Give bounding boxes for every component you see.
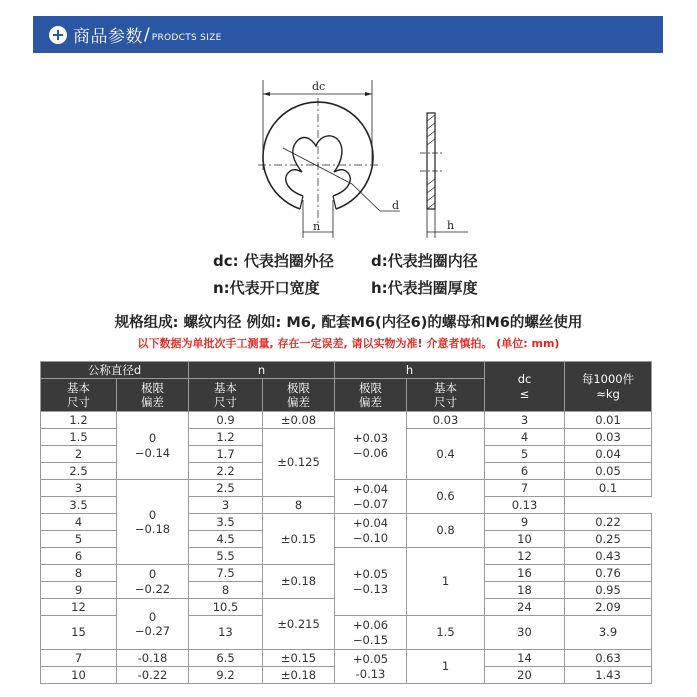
weight-cell: 0.13: [485, 497, 565, 514]
measurement-note: 以下数据为单批次手工测量, 存在一定误差, 请以实物为准! 介意者慎拍。 (单位: mm): [137, 337, 560, 350]
d-basic-cell: 1.5: [41, 429, 117, 446]
d-basic-cell: 3.5: [41, 497, 117, 514]
h-basic-cell: 1: [407, 650, 485, 684]
dc-cell: 18: [485, 582, 565, 599]
n-tolerance-cell: ±0.18: [263, 565, 335, 599]
h-tolerance-cell: +0.04 −0.07: [335, 480, 407, 514]
th-dc: dc ≤: [485, 362, 565, 412]
dc-cell: 8: [263, 497, 335, 514]
n-basic-cell: 10.5: [189, 599, 263, 616]
dc-cell: 5: [485, 446, 565, 463]
n-basic-cell: 9.2: [189, 667, 263, 684]
n-tolerance-cell: ±0.15: [263, 514, 335, 565]
n-basic-cell: 2.2: [189, 463, 263, 480]
section-title-slash: /: [144, 24, 150, 45]
n-basic-cell: 3.5: [189, 514, 263, 531]
dc-cell: 24: [485, 599, 565, 616]
h-basic-cell: 0.03: [407, 412, 485, 429]
th-n-basic: 基本 尺寸: [189, 379, 263, 412]
weight-cell: 2.09: [565, 599, 652, 616]
legend-n: n:代表开口宽度: [213, 279, 320, 297]
weight-cell: 0.63: [565, 650, 652, 667]
dc-cell: 9: [485, 514, 565, 531]
dc-arrow-right: [365, 92, 372, 96]
table-row: [41, 480, 652, 497]
d-tolerance-cell: -0.18: [117, 650, 189, 667]
n-tolerance-cell: ±0.15: [263, 650, 335, 667]
n-basic-cell: 13: [189, 616, 263, 650]
legend-dc: dc: 代表挡圈外径: [213, 252, 334, 270]
dc-label: dc: [312, 80, 326, 93]
th-weight: 每1000件 ≈kg: [565, 362, 652, 412]
th-n-tolerance: 极限 偏差: [263, 379, 335, 412]
dc-cell: 16: [485, 565, 565, 582]
weight-cell: 0.04: [565, 446, 652, 463]
h-tolerance-cell: +0.04 −0.10: [335, 514, 407, 548]
opening-left-edge: [300, 196, 303, 209]
n-basic-cell: 4.5: [189, 531, 263, 548]
d-basic-cell: 2: [41, 446, 117, 463]
d-tolerance-cell: 0 −0.14: [117, 412, 189, 480]
n-tolerance-cell: ±0.125: [263, 429, 335, 497]
spec-table: [40, 361, 652, 684]
side-hatch-3: [427, 131, 435, 137]
dc-cell: 30: [485, 616, 565, 650]
n-label: n: [313, 220, 321, 233]
th-d-tolerance: 极限 偏差: [117, 379, 189, 412]
side-hatch-8: [427, 203, 435, 209]
dc-cell: 4: [485, 429, 565, 446]
h-tolerance-cell: +0.06 −0.15: [335, 616, 407, 650]
d-basic-cell: 3: [41, 480, 117, 497]
n-tolerance-cell: ±0.215: [263, 599, 335, 650]
dc-cell: 3: [485, 412, 565, 429]
spec-description: 规格组成: 螺纹内径 例如: M6, 配套M6(内径6)的螺母和M6的螺丝使用: [114, 315, 583, 331]
e-ring-diagram: [0, 0, 697, 250]
n-basic-cell: 1.7: [189, 446, 263, 463]
d-basic-cell: 12: [41, 599, 117, 616]
n-basic-cell: 5.5: [189, 548, 263, 565]
side-hatch-2: [427, 123, 435, 129]
weight-cell: 1.43: [565, 667, 652, 684]
side-hatch-6: [427, 187, 435, 193]
d-basic-cell: 5: [41, 531, 117, 548]
n-basic-cell: 8: [189, 582, 263, 599]
h-basic-cell: 1: [407, 548, 485, 616]
opening-right-edge: [333, 196, 336, 209]
legend-h: h:代表挡圈厚度: [371, 279, 478, 297]
d-basic-cell: 6: [41, 548, 117, 565]
d-label: d: [392, 199, 400, 212]
n-basic-cell: 7.5: [189, 565, 263, 582]
ring-side-view: [427, 113, 435, 209]
d-tolerance-cell: -0.22: [117, 667, 189, 684]
dc-cell: 6: [485, 463, 565, 480]
d-basic-cell: 10: [41, 667, 117, 684]
n-basic-cell: 2.5: [189, 480, 263, 497]
weight-cell: 0.03: [565, 429, 652, 446]
dc-cell: 12: [485, 548, 565, 565]
th-h-tolerance: 极限 偏差: [335, 379, 407, 412]
dc-cell: 14: [485, 650, 565, 667]
n-basic-cell: 3: [189, 497, 263, 514]
d-basic-cell: 9: [41, 582, 117, 599]
weight-cell: 0.05: [565, 463, 652, 480]
weight-cell: 0.76: [565, 565, 652, 582]
weight-cell: 0.25: [565, 531, 652, 548]
weight-cell: 0.1: [565, 480, 652, 497]
dc-arrow-left: [263, 92, 270, 96]
n-tolerance-cell: ±0.08: [263, 412, 335, 429]
side-hatch-4: [427, 139, 435, 145]
th-h-basic: 基本 尺寸: [407, 379, 485, 412]
dc-cell: 7: [485, 480, 565, 497]
th-nominal-diameter: 公称直径d: [41, 362, 189, 379]
d-basic-cell: 8: [41, 565, 117, 582]
d-tolerance-cell: 0 −0.18: [117, 480, 189, 565]
h-label: h: [447, 219, 455, 232]
weight-cell: 0.95: [565, 582, 652, 599]
n-basic-cell: 0.9: [189, 412, 263, 429]
side-hatch-1: [427, 115, 435, 121]
table-row: [41, 412, 652, 429]
d-tolerance-cell: 0 −0.22: [117, 565, 189, 599]
d-basic-cell: 1.2: [41, 412, 117, 429]
weight-cell: 0.43: [565, 548, 652, 565]
h-basic-cell: 0.4: [407, 429, 485, 480]
dc-cell: 10: [485, 531, 565, 548]
d-basic-cell: 2.5: [41, 463, 117, 480]
n-basic-cell: 6.5: [189, 650, 263, 667]
h-basic-cell: 0.8: [407, 514, 485, 548]
table-row: [41, 650, 652, 667]
n-basic-cell: 1.2: [189, 429, 263, 446]
legend-d: d:代表挡圈内径: [371, 252, 478, 270]
th-n: n: [189, 362, 335, 379]
h-tolerance-cell: +0.03 −0.06: [335, 412, 407, 480]
d-basic-cell: 7: [41, 650, 117, 667]
th-d-basic: 基本 尺寸: [41, 379, 117, 412]
n-tolerance-cell: ±0.18: [263, 667, 335, 684]
dc-cell: 20: [485, 667, 565, 684]
side-hatch-5: [427, 179, 435, 185]
d-basic-cell: 4: [41, 514, 117, 531]
h-tolerance-cell: +0.05 −0.13: [335, 548, 407, 616]
h-tolerance-cell: +0.05 -0.13: [335, 650, 407, 684]
h-basic-cell: 0.6: [407, 480, 485, 514]
weight-cell: 0.01: [565, 412, 652, 429]
d-basic-cell: 15: [41, 616, 117, 650]
section-subtitle: PRODCTS SIZE: [151, 32, 222, 43]
weight-cell: 0.22: [565, 514, 652, 531]
section-title: 商品参数: [73, 27, 143, 47]
th-h: h: [335, 362, 485, 379]
side-hatch-7: [427, 195, 435, 201]
h-basic-cell: 1.5: [407, 616, 485, 650]
d-tolerance-cell: 0 −0.27: [117, 599, 189, 650]
weight-cell: 3.9: [565, 616, 652, 650]
